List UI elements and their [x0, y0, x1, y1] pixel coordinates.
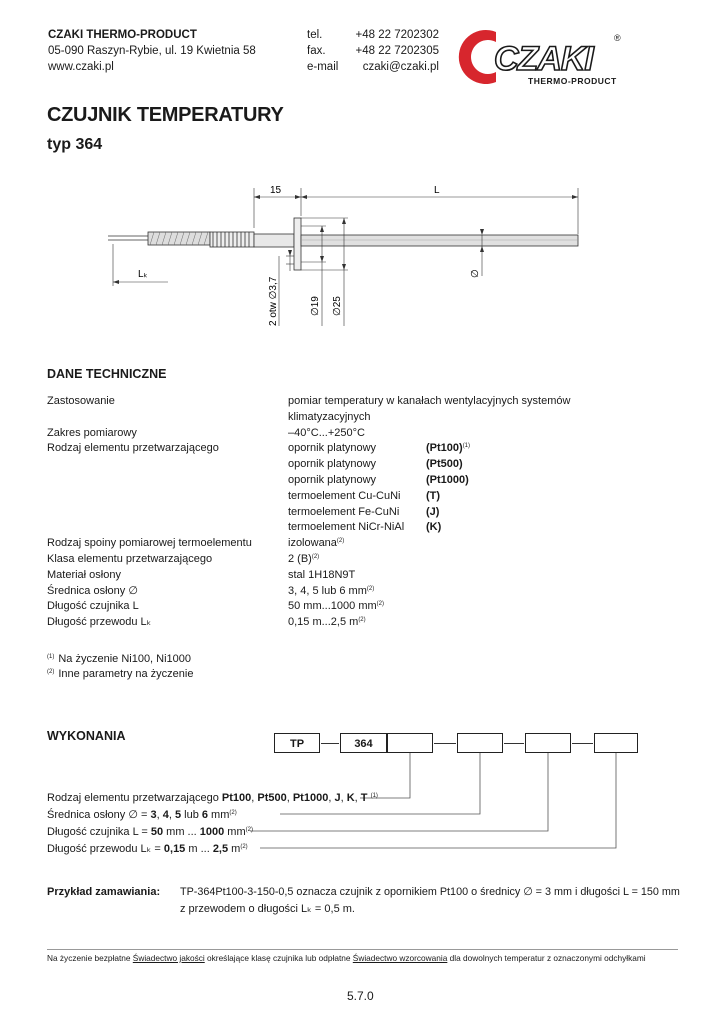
dim-diam: ∅ — [470, 269, 481, 278]
variants-heading: WYKONANIA — [47, 729, 126, 743]
calibration-certificate-link[interactable]: Świadectwo wzorcowania — [352, 953, 448, 963]
dim-15: 15 — [270, 185, 282, 196]
tech-row-value: 50 mm...1000 $mm^{(2)}$ — [288, 600, 384, 613]
tech-row-value: termoelement NiCr-NiAl — [288, 521, 405, 534]
tech-row-code: (T) — [426, 489, 441, 502]
tech-row-code: (K) — [426, 521, 442, 534]
order-label: Przykład zamawiania: — [47, 886, 161, 898]
code-slot-diameter[interactable] — [457, 733, 503, 753]
dim-Lk: Lₖ — [138, 269, 148, 280]
email-value[interactable]: czaki@czaki.pl — [362, 61, 439, 73]
code-dash — [504, 743, 524, 744]
order-line-2: z przewodem o długości Lₖ = 0,5 m. — [180, 903, 355, 915]
tech-heading: DANE TECHNICZNE — [47, 367, 167, 381]
tech-row-code: (Pt500) — [426, 458, 463, 471]
tech-row-label: Zastosowanie — [47, 395, 115, 407]
tech-row-value: termoelement Cu-CuNi — [288, 489, 401, 502]
tech-row-label: Rodzaj spoiny pomiarowej termoelementu — [47, 537, 252, 550]
variant-line-element: Rodzaj elementu przetwarzającego Pt100, Pt500, Pt1000, J, K, T $^{(1)}$ — [47, 792, 378, 804]
code-dash — [572, 743, 593, 744]
variant-line-length: Długość czujnika L = 50 mm ... 1000 $mm^{(2)}$ — [47, 826, 253, 838]
tel-value: +48 22 7202302 — [355, 29, 439, 41]
variant-line-cable: Długość przewodu Lₖ = 0,15 m ... 2,5 $m^{(2)}$ — [47, 843, 248, 855]
dim-L: L — [434, 185, 440, 196]
page-number: 5.7.0 — [347, 989, 374, 1003]
quality-certificate-link[interactable]: Świadectwo jakości — [132, 953, 205, 963]
svg-text:CZAKI: CZAKI — [494, 40, 593, 78]
tech-row-value: –40°C...+250°C — [288, 426, 365, 439]
footnote: $^{(1)}$ Na życzenie Ni100, Ni1000 — [47, 653, 192, 665]
code-slot-element[interactable] — [387, 733, 433, 753]
svg-text:THERMO-PRODUCT: THERMO-PRODUCT — [528, 76, 617, 86]
tech-row-label: Średnica osłony ∅ — [47, 584, 138, 597]
tech-row-value: izolowana$^{(2)}$ — [288, 537, 345, 550]
code-dash — [321, 743, 339, 744]
variant-line-diameter: Średnica osłony ∅ = 3, 4, 5 lub 6 $mm^{(2)}$ — [47, 809, 237, 821]
svg-text:®: ® — [614, 33, 621, 43]
footer-note: Na życzenie bezpłatne Świadectwo jakości określające klasę czujnika lub odpłatne Świadectwo wzorcowania dla dowolnych temperatur z oznaczonymi odchyłkami — [47, 953, 646, 963]
tech-row-code: $(Pt100)^{(1)}$ — [426, 442, 471, 455]
code-364: 364 — [340, 733, 387, 753]
sensor-drawing — [108, 176, 598, 328]
footnote: $^{(2)}$ Inne parametry na życzenie — [47, 668, 194, 680]
company-address: 05-090 Raszyn-Rybie, ul. 19 Kwietnia 58 — [48, 45, 256, 57]
company-block — [48, 27, 256, 75]
tech-row-value: stal 1H18N9T — [288, 568, 356, 581]
tech-row-label: Długość przewodu Lₖ — [47, 616, 152, 629]
fax-label: fax. — [307, 45, 326, 57]
page-title: CZUJNIK TEMPERATURY — [47, 104, 284, 126]
tech-row-label: Długość czujnika L — [47, 600, 139, 613]
code-dash — [434, 743, 456, 744]
tech-row-label: Zakres pomiarowy — [47, 426, 137, 439]
dim-d25: ∅25 — [332, 296, 343, 316]
tech-row-value: opornik platynowy — [288, 458, 377, 471]
footer-divider — [47, 949, 678, 950]
tech-row-code: (Pt1000) — [426, 474, 469, 486]
company-website[interactable]: www.czaki.pl — [48, 61, 114, 73]
page-subtitle: typ 364 — [47, 136, 103, 153]
tech-row-value: termoelement Fe-CuNi — [288, 505, 400, 518]
tech-row-value: 3, 4, 5 lub 6 $mm^{(2)}$ — [288, 584, 375, 597]
tech-row-value-cont: klimatyzacyjnych — [288, 410, 371, 423]
email-label: e-mail — [307, 61, 339, 73]
code-slot-length[interactable] — [525, 733, 571, 753]
dim-holes: 2 otw ∅3,7 — [268, 276, 279, 326]
company-name: CZAKI THERMO-PRODUCT — [48, 29, 197, 41]
tech-row-label: Materiał osłony — [47, 568, 121, 581]
code-tp: TP — [274, 733, 320, 753]
order-line-1: TP-364Pt100-3-150-0,5 oznacza czujnik z opornikiem Pt100 o średnicy ∅ = 3 mm i długości L = 150 mm — [180, 886, 680, 898]
tech-row-label: Klasa elementu przetwarzającego — [47, 553, 213, 565]
code-slot-cable[interactable] — [594, 733, 638, 753]
tech-row-value: opornik platynowy — [288, 474, 377, 486]
tel-label: tel. — [307, 29, 323, 41]
tech-row-value: opornik platynowy — [288, 442, 377, 455]
tech-row-value: pomiar temperatury w kanałach wentylacyjnych systemów — [288, 395, 571, 407]
tech-row-value: 0,15 m...2,5 $m^{(2)}$ — [288, 616, 366, 629]
contact-block — [307, 27, 439, 75]
tech-row-code: (J) — [426, 505, 440, 518]
tech-row-label: Rodzaj elementu przetwarzającego — [47, 442, 219, 455]
company-logo — [458, 28, 628, 86]
fax-value: +48 22 7202305 — [355, 45, 439, 57]
dim-d19: ∅19 — [310, 296, 321, 316]
tech-row-value: 2 $(B)^{(2)}$ — [288, 553, 320, 565]
